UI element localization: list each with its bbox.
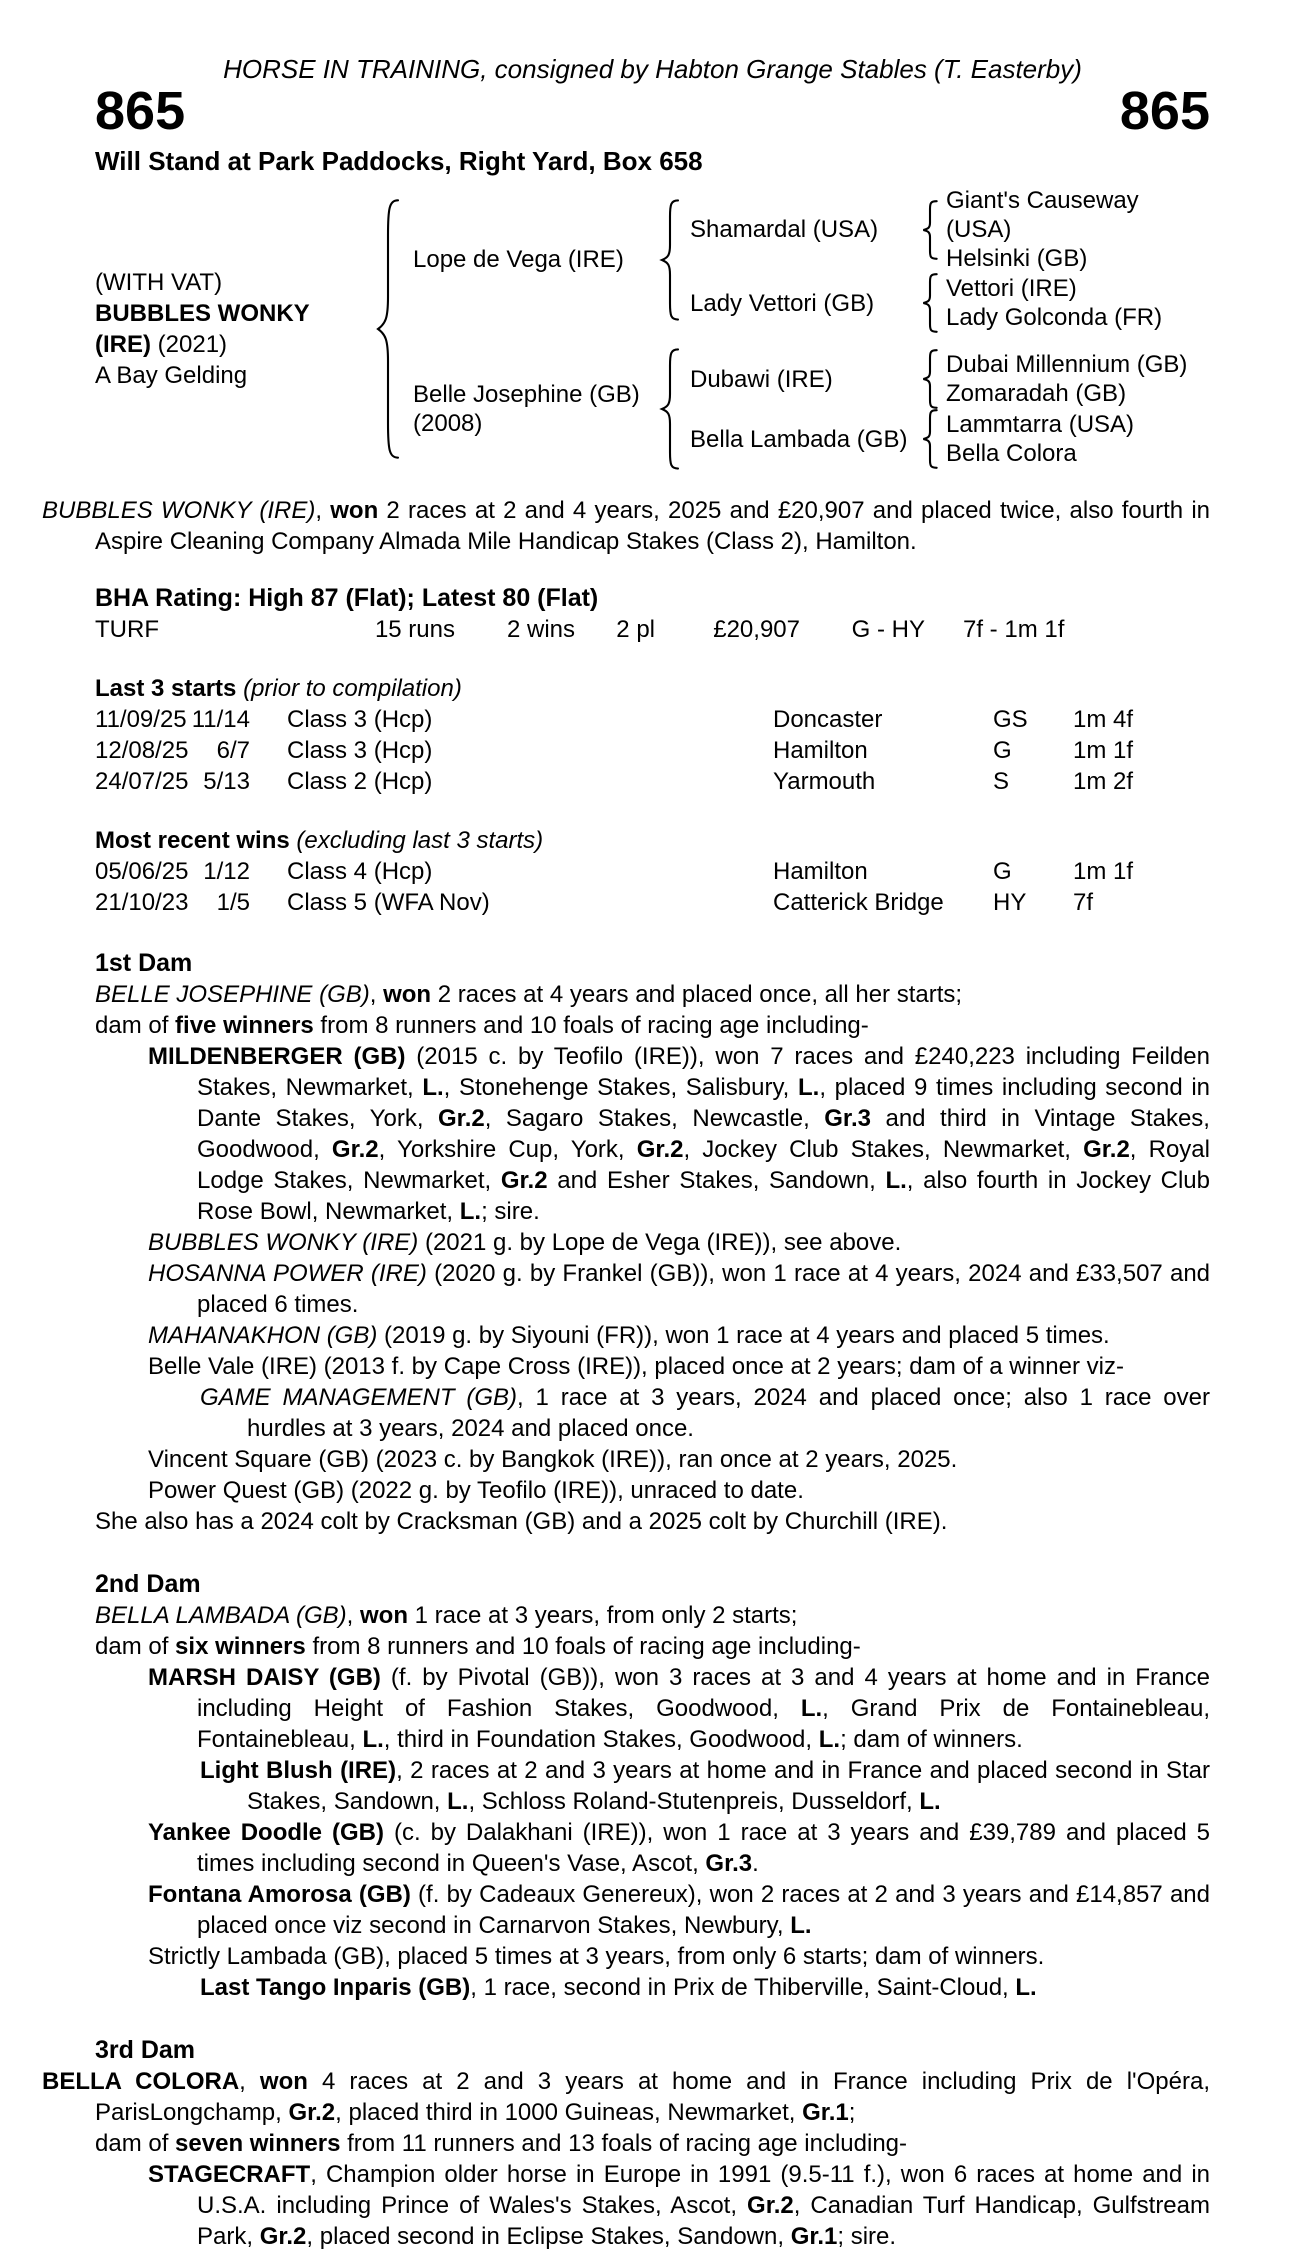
subject-year: (2021) bbox=[157, 330, 228, 358]
race-position: 1/12 bbox=[203, 858, 250, 885]
stand-location-line: Will Stand at Park Paddocks, Right Yard, Box 658 bbox=[95, 146, 703, 176]
race-course: Catterick Bridge bbox=[773, 889, 944, 916]
dam-summary: BELLE JOSEPHINE (GB), won 2 races at 4 years and placed once, all her starts; bbox=[95, 981, 963, 1008]
bha-rating-heading: BHA Rating: High 87 (Flat); Latest 80 (Flat) bbox=[95, 584, 599, 612]
race-date: 24/07/25 bbox=[95, 768, 189, 795]
pedigree-brace-icon bbox=[658, 347, 682, 471]
race-distance: 1m 2f bbox=[1073, 768, 1134, 795]
dam-sire-name: Dubawi (IRE) bbox=[690, 365, 833, 393]
race-row bbox=[95, 766, 1210, 797]
race-date: 11/09/25 bbox=[95, 706, 187, 733]
third-dam-heading: 3rd Dam bbox=[95, 2036, 196, 2064]
pedigree-brace-icon bbox=[920, 409, 940, 469]
ancestor-name: Lady Golconda (FR) bbox=[946, 304, 1163, 331]
dam-summary: BELLA LAMBADA (GB), won 1 race at 3 years, from only 2 starts; bbox=[95, 1602, 798, 1629]
most-recent-wins-section bbox=[95, 825, 1210, 918]
ancestor-name: Vettori (IRE) bbox=[946, 275, 1077, 302]
earnings-stat: £20,907 bbox=[713, 616, 800, 643]
dam-closing-note: She also has a 2024 colt by Cracksman (GB) and a 2025 colt by Churchill (IRE). bbox=[95, 1508, 948, 1535]
pedigree-brace-icon bbox=[920, 273, 940, 333]
race-row bbox=[95, 735, 1210, 766]
race-distance: 1m 1f bbox=[1073, 737, 1134, 764]
pedigree-generation-2 bbox=[403, 186, 1210, 471]
progeny-sub-entry: Last Tango Inparis (GB), 1 race, second in Prix de Thiberville, Saint-Cloud, L. bbox=[200, 1974, 1037, 2001]
dam-sire-branch bbox=[682, 349, 1210, 409]
race-class: Class 4 (Hcp) bbox=[287, 858, 433, 885]
ancestor-name: Lammtarra (USA) bbox=[946, 411, 1135, 438]
dam-produce-summary: dam of five winners from 8 runners and 10 foals of racing age including- bbox=[95, 1012, 869, 1039]
wins-stat: 2 wins bbox=[506, 616, 575, 643]
race-record-summary: BUBBLES WONKY (IRE), won 2 races at 2 and 4 years, 2025 and £20,907 and placed twice, also fourth in Aspire Cleaning Company Almada Mile Handicap Stakes (Class 2), Hamilton. bbox=[42, 497, 1210, 555]
sire-branch bbox=[403, 186, 1210, 333]
race-distance: 7f bbox=[1073, 889, 1094, 916]
ancestor-name: Giant's Causeway (USA) bbox=[946, 187, 1139, 243]
race-row bbox=[95, 856, 1210, 887]
pedigree-table bbox=[95, 186, 1210, 471]
progeny-entry: Vincent Square (GB) (2023 c. by Bangkok (IRE)), ran once at 2 years, 2025. bbox=[148, 1446, 958, 1473]
places-stat: 2 pl bbox=[616, 616, 655, 643]
race-course: Hamilton bbox=[773, 737, 868, 764]
subject-sex-colour: A Bay Gelding bbox=[95, 361, 248, 389]
progeny-entry: Power Quest (GB) (2022 g. by Teofilo (IRE)), unraced to date. bbox=[148, 1477, 804, 1504]
dam-dam-name: Bella Lambada (GB) bbox=[690, 425, 908, 453]
sire-dam-name: Lady Vettori (GB) bbox=[690, 289, 875, 317]
race-class: Class 5 (WFA Nov) bbox=[287, 889, 490, 916]
race-going: GS bbox=[993, 706, 1028, 733]
dam-name-block bbox=[403, 380, 658, 438]
subject-country: (IRE) bbox=[95, 330, 151, 358]
most-recent-wins-heading: Most recent wins (excluding last 3 starts) bbox=[95, 827, 544, 854]
pedigree-subject-block bbox=[95, 267, 373, 391]
race-course: Yarmouth bbox=[773, 768, 876, 795]
progeny-entry: Belle Vale (IRE) (2013 f. by Cape Cross (IRE)), placed once at 2 years; dam of a winner viz- bbox=[148, 1353, 1124, 1380]
dam-produce-summary: dam of six winners from 8 runners and 10 foals of racing age including- bbox=[95, 1633, 861, 1660]
race-date: 21/10/23 bbox=[95, 889, 189, 916]
race-position: 5/13 bbox=[203, 768, 250, 795]
progeny-entry: HOSANNA POWER (IRE) (2020 g. by Frankel (GB)), won 1 race at 4 years, 2024 and £33,507 and placed 6 times. bbox=[148, 1260, 1211, 1318]
progeny-entry: MAHANAKHON (GB) (2019 g. by Siyouni (FR)), won 1 race at 4 years and placed 5 times. bbox=[148, 1322, 1110, 1349]
dam-produce-summary: dam of seven winners from 11 runners and 13 foals of racing age including- bbox=[95, 2130, 908, 2157]
last-3-starts-section bbox=[95, 673, 1210, 797]
pedigree-brace-icon bbox=[658, 198, 682, 322]
last-3-starts-heading: Last 3 starts (prior to compilation) bbox=[95, 675, 462, 702]
race-date: 05/06/25 bbox=[95, 858, 189, 885]
race-date: 12/08/25 bbox=[95, 737, 189, 764]
race-course: Doncaster bbox=[773, 706, 883, 733]
turf-statistics-row bbox=[95, 614, 1210, 645]
pedigree-brace-icon bbox=[920, 349, 940, 409]
sire-name: Lope de Vega (IRE) bbox=[413, 246, 624, 273]
second-dam-section bbox=[95, 1569, 1210, 2003]
progeny-sub-entry: Light Blush (IRE), 2 races at 2 and 3 years at home and in France and placed second in Star Stakes, Sandown, L., Schloss Roland-Stutenpreis, Dusseldorf, L. bbox=[200, 1757, 1210, 1815]
sire-dam-branch bbox=[682, 273, 1210, 333]
race-going: S bbox=[993, 768, 1010, 795]
subject-horse-name: BUBBLES WONKY bbox=[95, 299, 310, 327]
progeny-entry: Strictly Lambada (GB), placed 5 times at 3 years, from only 6 starts; dam of winners. bbox=[148, 1943, 1045, 1970]
race-distance: 1m 1f bbox=[1073, 858, 1134, 885]
progeny-entry: Yankee Doodle (GB) (c. by Dalakhani (IRE)), won 1 race at 3 years and £39,789 and placed 5 times including second in Queen's Vase, Ascot, Gr.3. bbox=[148, 1819, 1211, 1877]
race-going: G bbox=[993, 737, 1012, 764]
progeny-entry: STAGECRAFT, Champion older horse in Europe in 1991 (9.5-11 f.), won 6 races at home and in U.S.A. including Prince of Wales's Stakes, Ascot, Gr.2, Canadian Turf Handicap, Gulfstream Park, Gr.2, placed second in Eclipse Stakes, Sandown, Gr.1; sire. bbox=[148, 2161, 1210, 2250]
vat-note: (WITH VAT) bbox=[95, 268, 223, 296]
pedigree-brace-icon bbox=[920, 200, 940, 260]
lot-number-row bbox=[95, 81, 1210, 141]
race-position: 6/7 bbox=[216, 737, 250, 764]
ancestor-name: Zomaradah (GB) bbox=[946, 380, 1127, 407]
lot-number-left: 865 bbox=[95, 81, 186, 141]
progeny-entry: BUBBLES WONKY (IRE) (2021 g. by Lope de Vega (IRE)), see above. bbox=[148, 1229, 902, 1256]
ancestor-name: Helsinki (GB) bbox=[946, 245, 1088, 272]
race-class: Class 2 (Hcp) bbox=[287, 768, 433, 795]
runs-stat: 15 runs bbox=[374, 616, 455, 643]
consignor-line: HORSE IN TRAINING, consigned by Habton Grange Stables (T. Easterby) bbox=[223, 54, 1082, 84]
ancestor-name: Dubai Millennium (GB) bbox=[946, 351, 1188, 378]
race-going: HY bbox=[993, 889, 1027, 916]
race-position: 11/14 bbox=[191, 706, 250, 733]
race-row bbox=[95, 704, 1210, 735]
sire-sire-name: Shamardal (USA) bbox=[690, 216, 879, 243]
progeny-entry: Fontana Amorosa (GB) (f. by Cadeaux Genereux), won 2 races at 2 and 3 years and £14,857 and placed once viz second in Carnarvon Stakes, Newbury, L. bbox=[148, 1881, 1210, 1939]
dam-year: (2008) bbox=[413, 410, 483, 437]
lot-number-right: 865 bbox=[1119, 81, 1210, 141]
race-class: Class 3 (Hcp) bbox=[287, 737, 433, 764]
first-dam-section bbox=[95, 948, 1210, 1537]
third-dam-section bbox=[42, 2035, 1211, 2252]
progeny-entry: MARSH DAISY (GB) (f. by Pivotal (GB)), won 3 races at 3 and 4 years at home and in France including Height of Fashion Stakes, Goodwood, L., Grand Prix de Fontainebleau, Fontainebleau, L., third in Foundation Stakes, Goodwood, L.; dam of winners. bbox=[148, 1664, 1210, 1753]
subject-horse-suffix-year bbox=[95, 329, 373, 360]
race-class: Class 3 (Hcp) bbox=[287, 706, 433, 733]
race-course: Hamilton bbox=[773, 858, 868, 885]
progeny-sub-entry: GAME MANAGEMENT (GB), 1 race at 3 years, 2024 and placed once; also 1 race over hurdles at 3 years, 2024 and placed once. bbox=[200, 1384, 1210, 1442]
first-dam-heading: 1st Dam bbox=[95, 949, 193, 977]
progeny-entry: MILDENBERGER (GB) (2015 c. by Teofilo (IRE)), won 7 races and £240,223 including Feilden Stakes, Newmarket, L., Stonehenge Stakes, Salisbury, L., placed 9 times including second in Dante Stakes, York, Gr.2, Sagaro Stakes, Newcastle, Gr.3 and third in Vintage Stakes, Goodwood, Gr.2, Yorkshire Cup, York, Gr.2, Jockey Club Stakes, Newmarket, Gr.2, Royal Lodge Stakes, Newmarket, Gr.2 and Esher Stakes, Sandown, L., also fourth in Jockey Club Rose Bowl, Newmarket, L.; sire. bbox=[148, 1043, 1211, 1225]
race-position: 1/5 bbox=[216, 889, 250, 916]
second-dam-heading: 2nd Dam bbox=[95, 1570, 201, 1598]
surface-label: TURF bbox=[95, 616, 159, 643]
distance-range-stat: 7f - 1m 1f bbox=[963, 616, 1065, 643]
pedigree-brace-icon bbox=[373, 195, 403, 463]
dam-name: Belle Josephine (GB) bbox=[413, 381, 640, 408]
sire-sire-branch bbox=[682, 186, 1210, 273]
race-going: G bbox=[993, 858, 1012, 885]
race-distance: 1m 4f bbox=[1073, 706, 1134, 733]
ancestor-name: Bella Colora bbox=[946, 440, 1077, 467]
race-row bbox=[95, 887, 1210, 918]
dam-dam-branch bbox=[682, 409, 1210, 469]
dam-summary: BELLA COLORA, won 4 races at 2 and 3 years at home and in France including Prix de l'Opéra, ParisLongchamp, Gr.2, placed third in 1000 Guineas, Newmarket, Gr.1; bbox=[42, 2068, 1211, 2126]
bha-rating-block bbox=[95, 583, 1210, 645]
dam-branch bbox=[403, 347, 1210, 471]
going-range-stat: G - HY bbox=[851, 616, 925, 643]
